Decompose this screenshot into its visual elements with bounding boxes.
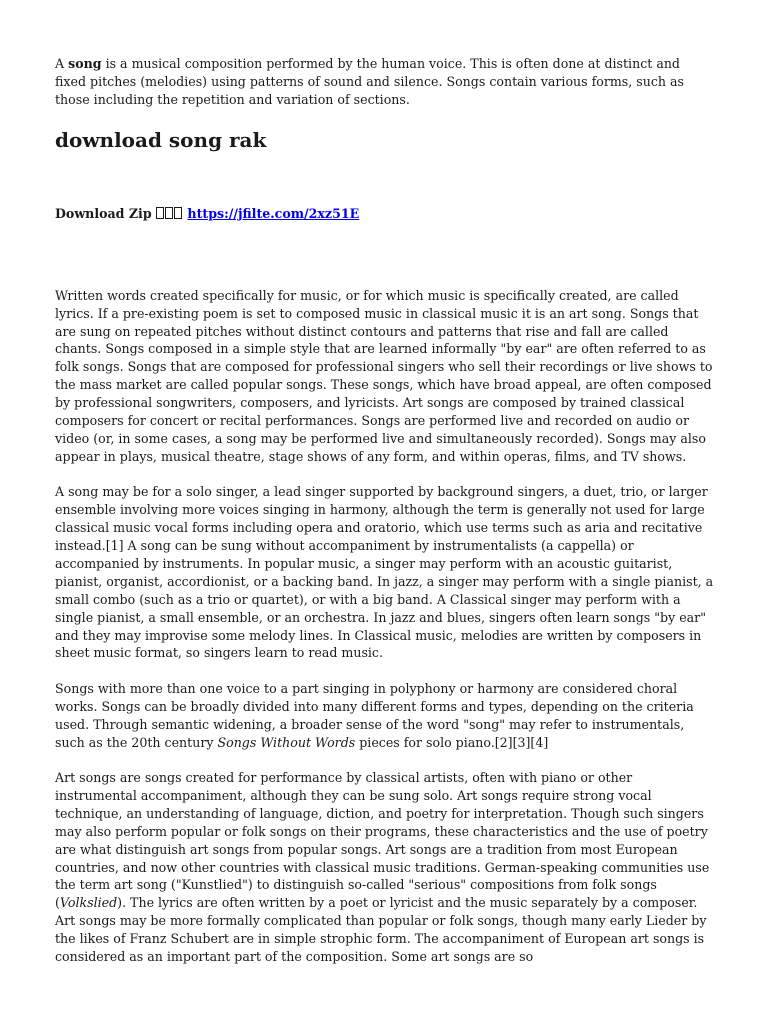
missing-glyph-icon — [156, 206, 183, 221]
paragraph-art-songs-emphasis: Volkslied — [59, 895, 118, 911]
document-body — [55, 55, 715, 966]
paragraph-art-songs-text-a: Art songs are songs created for performance by classical artists, often with piano or other instrumental accompaniment, although they can be sung solo. Art songs require strong vocal technique, an understanding of language, diction, and poetry for interpretation. Though such singers may also perform popular or folk songs on their programs, these characteristics and the use of poetry are what distinguish art songs from popular songs. Art songs are a tradition from most European countries, and now other countries with classical music traditions. German-speaking communities use the term art song ("Kunstlied") to distinguish so-called "serious" compositions from folk songs ( — [55, 769, 710, 911]
paragraph-lyrics: Written words created specifically for music, or for which music is specifically created, are called lyrics. If a pre-existing poem is set to composed music in classical music it is an art song. Songs that are sung on repeated pitches without distinct contours and patterns that rise and fall are called chants. Songs composed in a simple style that are learned informally "by ear" are often referred to as folk songs. Songs that are composed for professional singers who sell their recordings or live shows to the mass market are called popular songs. These songs, which have broad appeal, are often composed by professional songwriters, composers, and lyricists. Art songs are composed by trained classical composers for concert or recital performances. Songs are performed live and recorded on audio or video (or, in some cases, a song may be performed live and simultaneously recorded). Songs may also appear in plays, musical theatre, stage shows of any form, and within operas, films, and TV shows. — [55, 287, 713, 464]
paragraph-performers: A song may be for a solo singer, a lead singer supported by background singers, a duet, trio, or larger ensemble involving more voices singing in harmony, although the term is generally not used for large classical music vocal forms including opera and oratorio, which use terms such as aria and recitative instead.[1] A song can be sung without accompaniment by instrumentalists (a cappella) or accompanied by instruments. In popular music, a singer may perform with an acoustic guitarist, pianist, organist, accordionist, or a backing band. In jazz, a singer may perform with a single pianist, a small combo (such as a trio or quartet), or with a big band. A Classical singer may perform with a single pianist, a small ensemble, or an orchestra. In jazz and blues, singers often learn songs "by ear" and they may improvise some melody lines. In Classical music, melodies are written by composers in sheet music format, so singers learn to read music. — [55, 484, 714, 661]
paragraph-choral-emphasis: Songs Without Words — [217, 734, 356, 750]
download-label: Download Zip — [55, 205, 152, 221]
intro-term: song — [68, 56, 102, 71]
paragraph-art-songs-text-b: ). The lyrics are often written by a poet or lyricist and the music separately by a composer. Art songs may be more formally complicated than popular or folk songs, though many early Lieder by the likes of Franz Schubert are in simple strophic form. The accompaniment of European art songs is considered as an important part of the composition. Some art songs are so — [55, 895, 707, 965]
download-line — [55, 205, 715, 223]
intro-lead: A — [55, 56, 69, 71]
paragraph-choral — [55, 680, 715, 752]
paragraph-art-songs — [55, 769, 715, 966]
page-title: download song rak — [55, 127, 267, 152]
intro-paragraph — [55, 55, 715, 109]
download-link[interactable]: https://jfilte.com/2xz51E — [187, 205, 360, 221]
intro-rest: is a musical composition performed by the human voice. This is often done at distinct and fixed pitches (melodies) using patterns of sound and silence. Songs contain various forms, such as those including the repetition and variation of sections. — [55, 56, 684, 107]
paragraph-choral-text-b: pieces for solo piano.[2][3][4] — [355, 734, 549, 750]
paragraph-choral-text-a: Songs with more than one voice to a part singing in polyphony or harmony are considered choral works. Songs can be broadly divided into many different forms and types, depending on the criteria used. Through semantic widening, a broader sense of the word "song" may refer to instrumentals, such as the 20th century — [55, 680, 694, 750]
